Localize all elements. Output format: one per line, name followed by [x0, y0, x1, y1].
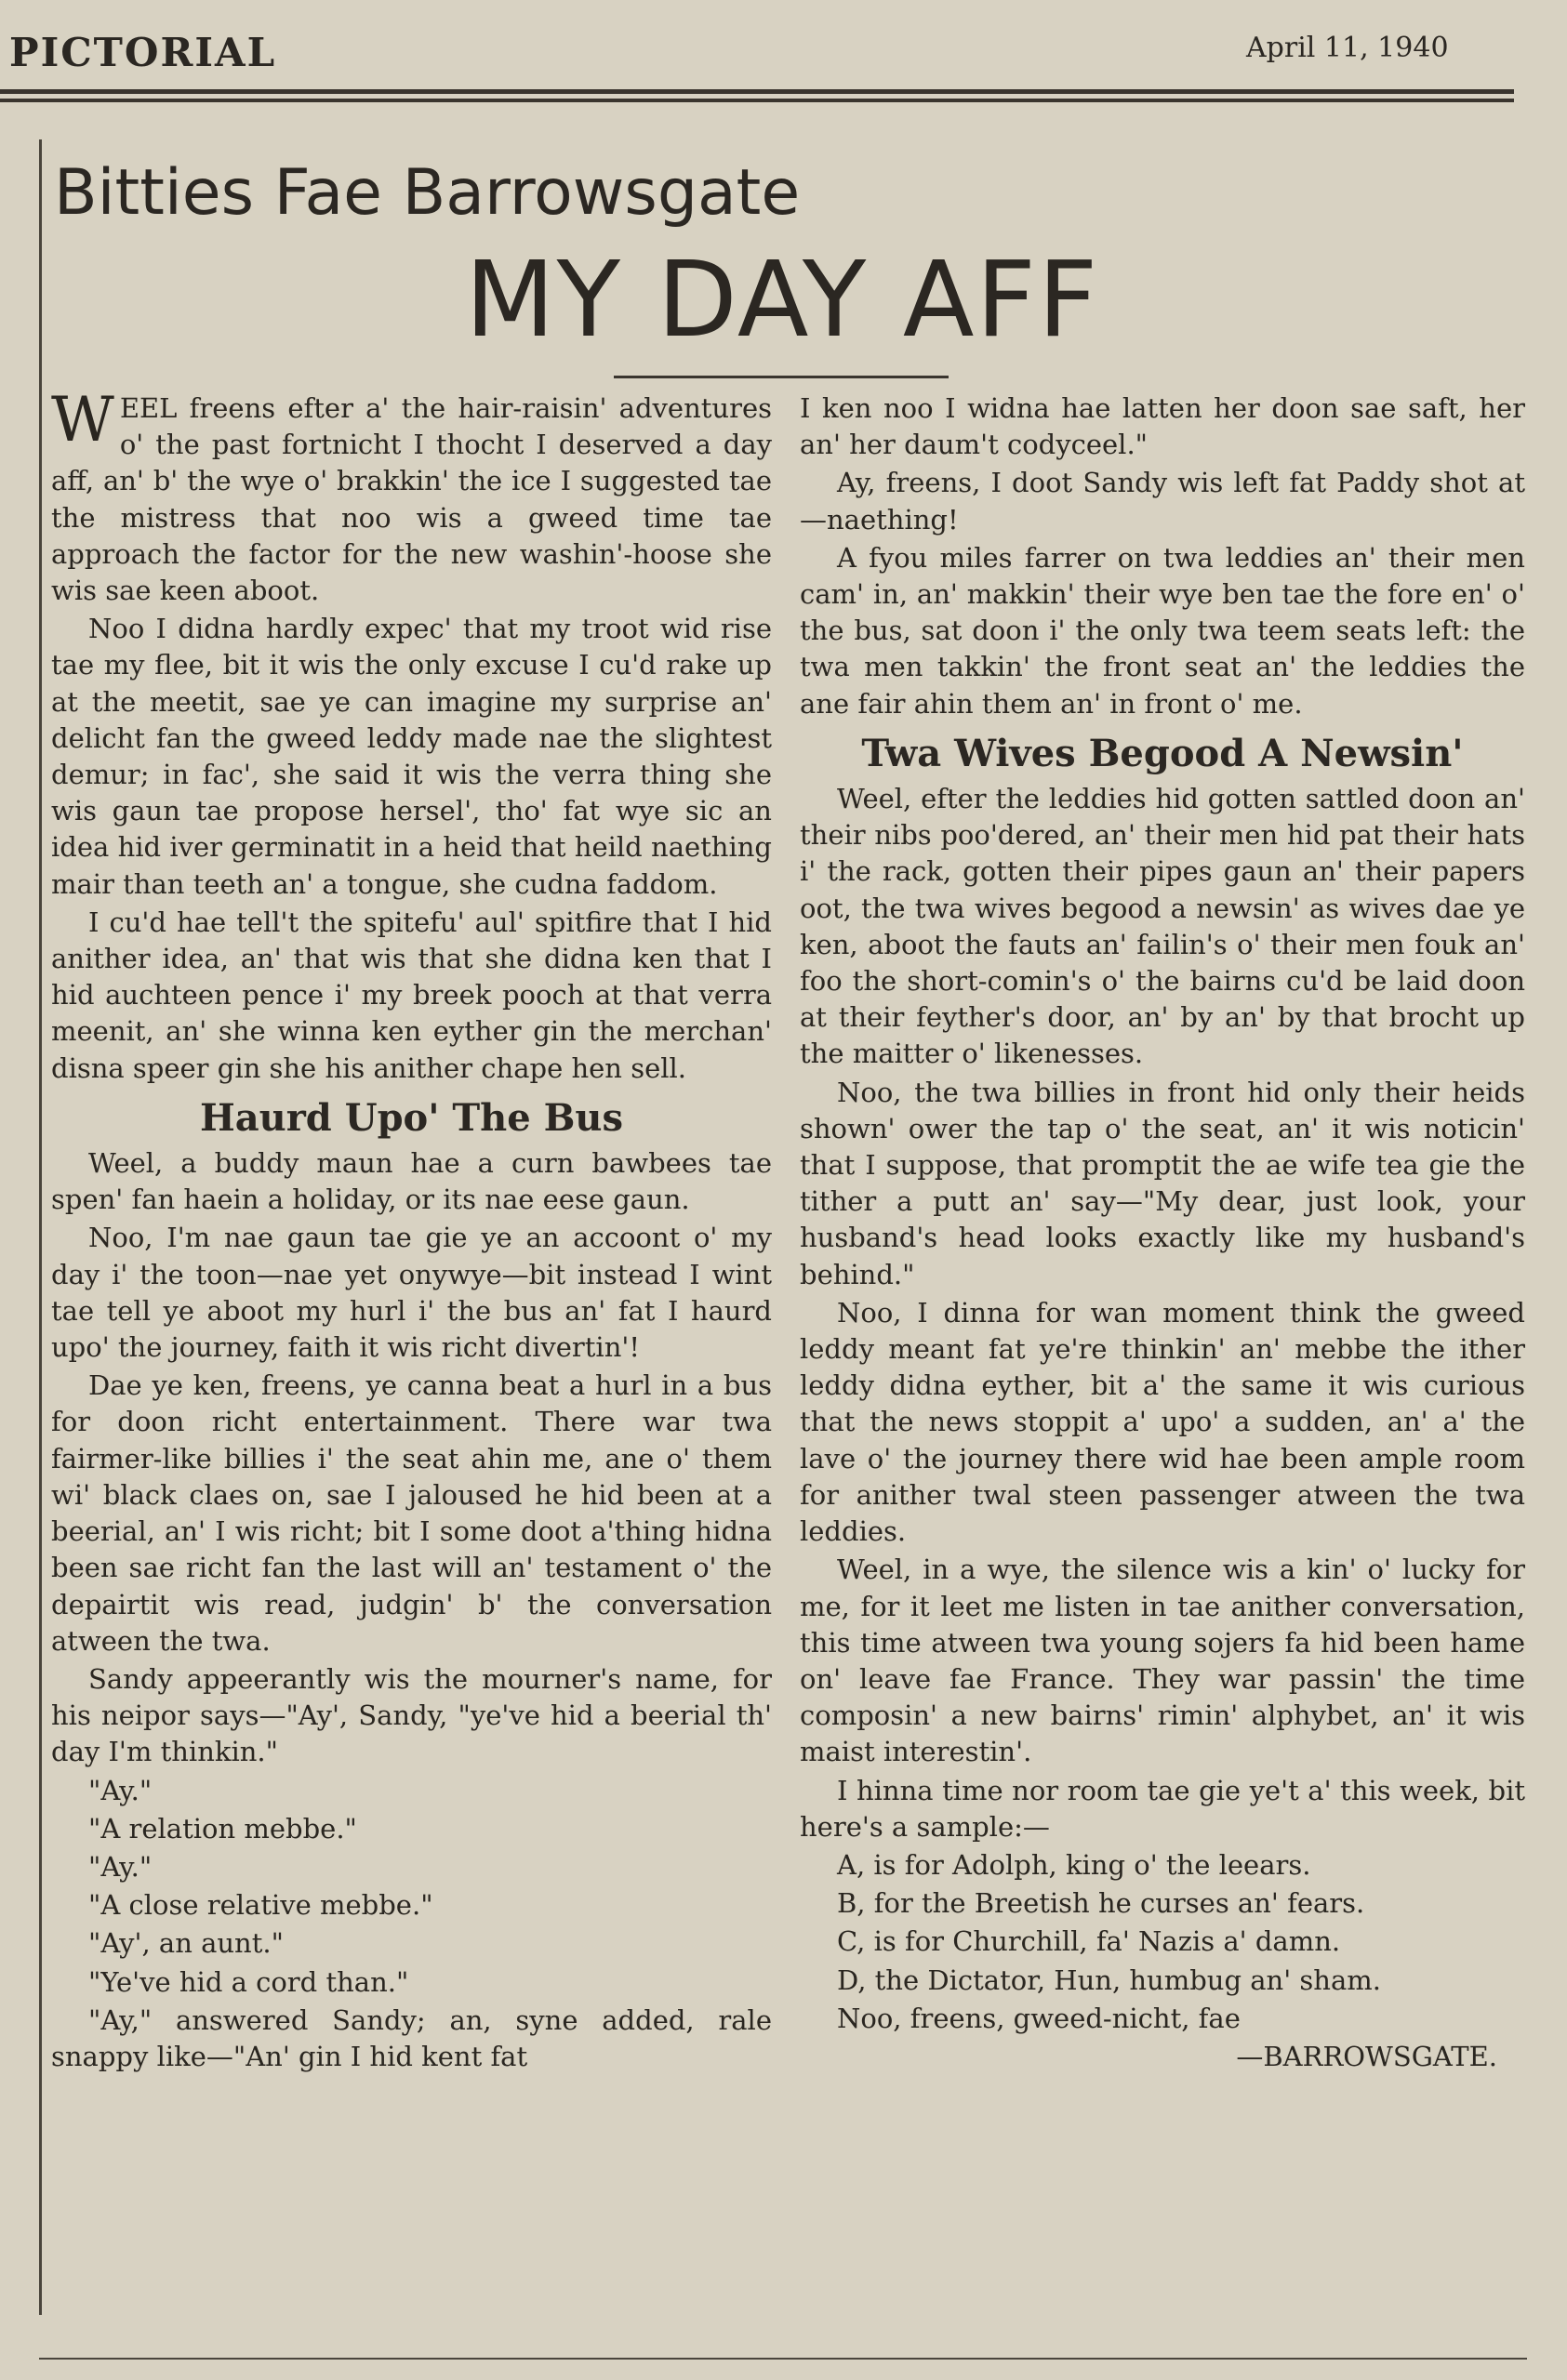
subheading: Twa Wives Begood A Newsin' — [861, 731, 1464, 775]
article-paragraph: Noo, the twa billies in front hid only their heids shown' ower the tap o' the seat, an' it wis noticin' that I suppose, that promptit the ae wife tea gie the tither a putt an' say—"My dear, just look, your husband's head looks exactly like my husband's behind." — [800, 1076, 1525, 1290]
closing-line: Noo, freens, gweed-nicht, fae — [837, 2002, 1241, 2034]
dialogue-line: "Ay." — [88, 1774, 153, 1806]
article-paragraph: Noo, I dinna for wan moment think the gweed leddy meant fat ye're thinkin' an' mebbe the ither leddy didna eyther, bit a' the same it wis curious that the news stoppit a' upo' a sudden, an' a' the lave o' the journey there wid hae been ample room for anither twal steen passenger atween the twa leddies. — [800, 1296, 1525, 1548]
article-paragraph: I ken noo I widna hae latten her doon sae saft, her an' her daum't codyceel." — [800, 392, 1525, 461]
article-paragraph: Sandy appeerantly wis the mourner's name, for his neipor says—"Ay', Sandy, "ye've hid a beerial th' day I'm thinkin." — [51, 1662, 772, 1768]
alphabet-line: A, is for Adolph, king o' the leears. — [837, 1848, 1311, 1881]
masthead — [0, 0, 1567, 93]
article-paragraph: "Ay," answered Sandy; an, syne added, rale snappy like—"An' gin I hid kent fat — [51, 2003, 772, 2072]
drop-cap: W — [51, 384, 114, 456]
article-paragraph: Dae ye ken, freens, ye canna beat a hurl in a bus for doon richt entertainment. There war twa fairmer-like billies i' the seat ahin me, ane o' them wi' black claes on, sae I jaloused he hid been at a beerial, an' I wis richt; bit I some doot a'thing hidna been sae richt fan the last will an' testament o' the depairtit wis read, judgin' b' the conversation atween the twa. — [51, 1369, 772, 1657]
article-headline: MY DAY AFF — [465, 240, 1100, 361]
article-paragraph: Weel, efter the leddies hid gotten sattled doon an' their nibs poo'dered, an' their men hid pat their hats i' the rack, gotten their pipes gaun an' their papers oot, the twa wives begood a newsin' as wives dae ye ken, aboot the fauts an' failin's o' their men fouk an' foo the short-comin's o' the bairns cu'd be laid doon at their feyther's door, an' by an' by that brocht up the maitter o' likenesses. — [800, 783, 1525, 1070]
dialogue-line: "A close relative mebbe." — [88, 1889, 433, 1922]
masthead-rule-top — [0, 89, 1514, 94]
article-paragraph: Noo I didna hardly expec' that my troot wid rise tae my flee, bit it wis the only excuse I cu'd rake up at the meetit, sae ye can imagine my surprise an' delicht fan the gweed leddy made nae the slightest demur; in fac', she said it wis the verra thing she wis gaun tae propose hersel', tho' fat wye sic an idea hid iver germinatit in a heid that heild naething mair than teeth an' a tongue, she cudna faddom. — [51, 613, 772, 900]
article-paragraph: I cu'd hae tell't the spitefu' aul' spitfire that I hid anither idea, an' that wis that she didna ken that I hid auchteen pence i' my breek pooch at that verra meenit, an' she winna ken eyther gin the merchan' disna speer gin she his anither chape hen sell. — [51, 906, 772, 1084]
issue-date: April 11, 1940 — [1246, 32, 1449, 64]
alphabet-line: B, for the Breetish he curses an' fears. — [837, 1887, 1365, 1920]
author-signature: —BARROWSGATE. — [1236, 2040, 1497, 2072]
article-paragraph: Weel, in a wye, the silence wis a kin' o' lucky for me, for it leet me listen in tae anither conversation, this time atween twa young sojers fa hid been hame on' leave fae France. They war passin' the time composin' a new bairns' rimin' alphybet, an' it wis maist interestin'. — [800, 1554, 1525, 1768]
article-column-right — [800, 390, 1525, 2077]
article-paragraph: A fyou miles farrer on twa leddies an' their men cam' in, an' makkin' their wye ben tae the fore en' o' the bus, sat doon i' the only twa teem seats left: the twa men takkin' the front seat an' the leddies the ane fair ahin them an' in front o' me. — [800, 541, 1525, 720]
left-column-rule — [39, 139, 42, 2315]
subheading: Haurd Upo' The Bus — [199, 1095, 624, 1140]
dialogue-line: "Ay." — [88, 1850, 153, 1883]
dialogue-line: "A relation mebbe." — [88, 1812, 357, 1844]
article-paragraph: I hinna time nor room tae gie ye't a' this week, bit here's a sample:— — [800, 1774, 1525, 1843]
dialogue-line: "Ay', an aunt." — [88, 1927, 284, 1960]
dialogue-line: "Ye've hid a cord than." — [88, 1965, 409, 1998]
article-paragraph: Weel, a buddy maun hae a curn bawbees tae spen' fan haein a holiday, or its nae eese gaun. — [51, 1147, 772, 1216]
bottom-rule — [39, 2358, 1527, 2360]
article-paragraph: Noo, I'm nae gaun tae gie ye an accoont o' my day i' the toon—nae yet onywye—bit instead I wint tae tell ye aboot my hurl i' the bus an' fat I haurd upo' the journey, faith it wis richt divertin'! — [51, 1222, 772, 1364]
masthead-rule-bottom — [0, 99, 1514, 102]
article-paragraph: Ay, freens, I doot Sandy wis left fat Paddy shot at—naething! — [800, 467, 1525, 536]
column-kicker: Bitties Fae Barrowsgate — [54, 156, 801, 230]
publication-name: PICTORIAL — [9, 30, 277, 75]
headline-rule — [614, 376, 949, 378]
article-paragraph: WEEL freens efter a' the hair-raisin' adventures o' the past fortnicht I thocht I deserved a day aff, an' b' the wye o' brakkin' the ice I suggested tae the mistress that noo wis a gweed time tae approach the factor for the new washin'-hoose she wis sae keen aboot. — [51, 384, 772, 607]
alphabet-line: C, is for Churchill, fa' Nazis a' damn. — [837, 1925, 1341, 1958]
alphabet-line: D, the Dictator, Hun, humbug an' sham. — [837, 1964, 1381, 1996]
article-column-left — [51, 384, 772, 2077]
